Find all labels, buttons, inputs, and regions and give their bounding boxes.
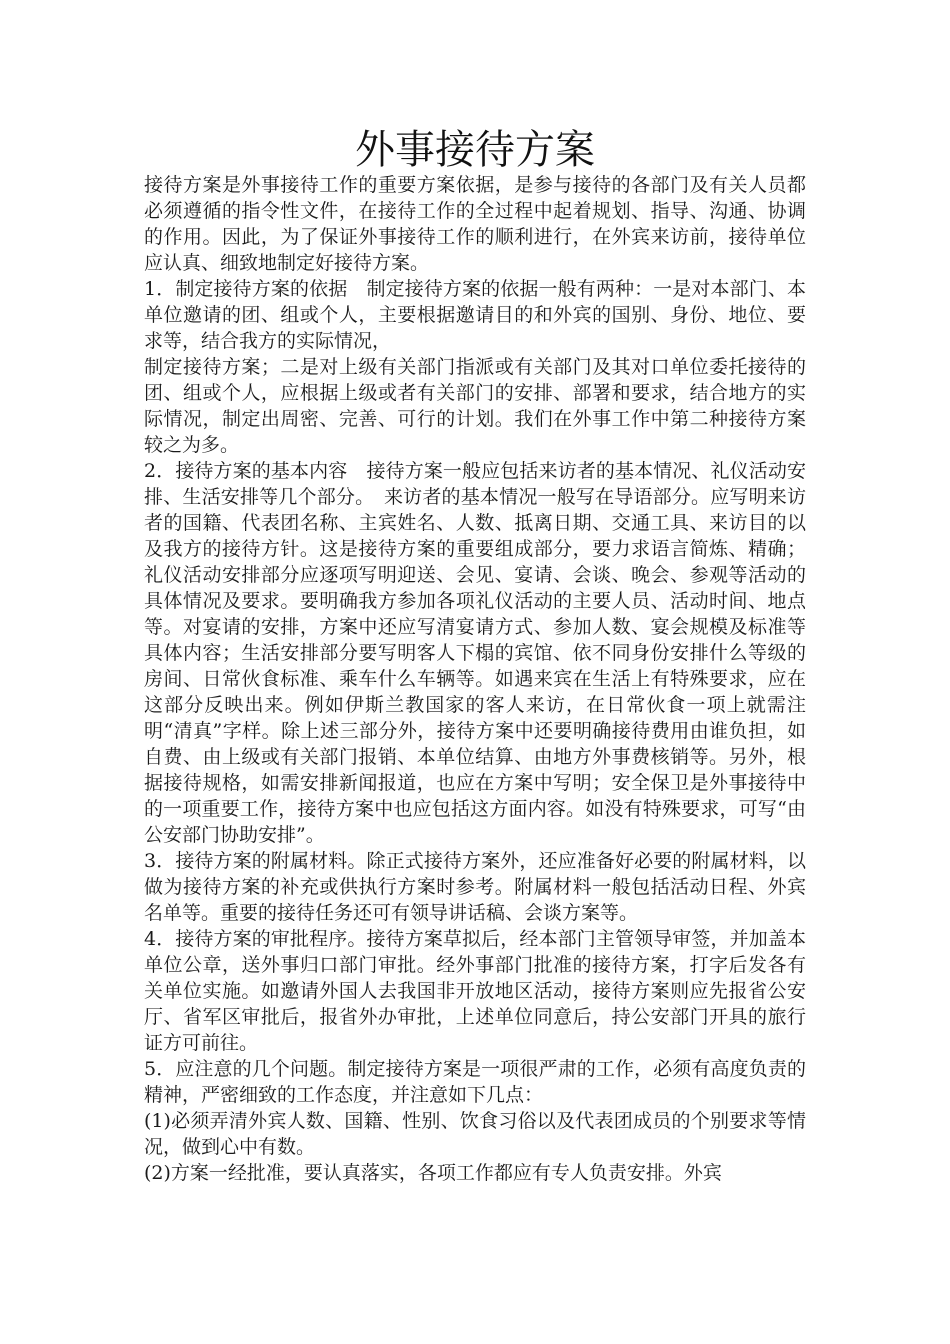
paragraph-section-3: 3．接待方案的附属材料。除正式接待方案外，还应准备好必要的附属材料，以做为接待方案的补充或供执行方案时参考。附属材料一般包括活动日程、外宾名单等。重要的接待任务还可有领导讲话稿、会谈方案等。 xyxy=(144,850,806,924)
paragraph-section-1-continued: 制定接待方案；二是对上级有关部门指派或有关部门及其对口单位委托接待的团、组或个人，应根据上级或者有关部门的安排、部署和要求，结合地方的实际情况，制定出周密、完善、可行的计划。我们在外事工作中第二种接待方案较之为多。 xyxy=(144,356,806,456)
paragraph-item-2: (2)方案一经批准，要认真落实，各项工作都应有专人负责安排。外宾 xyxy=(144,1162,722,1184)
document-body xyxy=(144,172,806,1186)
paragraph-intro: 接待方案是外事接待工作的重要方案依据，是参与接待的各部门及有关人员都必须遵循的指令性文件，在接待工作的全过程中起着规划、指导、沟通、协调的作用。因此，为了保证外事接待工作的顺利进行，在外宾来访前，接待单位应认真、细致地制定好接待方案。 xyxy=(144,174,806,274)
document-title: 外事接待方案 xyxy=(355,127,595,173)
paragraph-section-5: 5．应注意的几个问题。制定接待方案是一项很严肃的工作，必须有高度负责的精神，严密细致的工作态度，并注意如下几点： xyxy=(144,1058,806,1106)
paragraph-section-4: 4．接待方案的审批程序。接待方案草拟后，经本部门主管领导审签，并加盖本单位公章，送外事归口部门审批。经外事部门批准的接待方案，打字后发各有关单位实施。如邀请外国人去我国非开放地区活动，接待方案则应先报省公安厅、省军区审批后，报省外办审批，上述单位同意后，持公安部门开具的旅行证方可前往。 xyxy=(144,928,806,1054)
paragraph-section-2: 2．接待方案的基本内容 接待方案一般应包括来访者的基本情况、礼仪活动安排、生活安排等几个部分。 来访者的基本情况一般写在导语部分。应写明来访者的国籍、代表团名称、主宾姓名、人数、抵离日期、交通工具、来访目的以及我方的接待方针。这是接待方案的重要组成部分，要力求语言简炼、精确；礼仪活动安排部分应逐项写明迎送、会见、宴请、会谈、晚会、参观等活动的具体情况及要求。要明确我方参加各项礼仪活动的主要人员、活动时间、地点等。对宴请的安排，方案中还应写清宴请方式、参加人数、宴会规模及标准等具体内容；生活安排部分要写明客人下榻的宾馆、依不同身份安排什么等级的房间、日常伙食标准、乘车什么车辆等。如遇来宾在生活上有特殊要求，应在这部分反映出来。例如伊斯兰教国家的客人来访，在日常伙食一项上就需注明“清真”字样。除上述三部分外，接待方案中还要明确接待费用由谁负担，如自费、由上级或有关部门报销、本单位结算、由地方外事费核销等。另外，根据接待规格，如需安排新闻报道，也应在方案中写明；安全保卫是外事接待中的一项重要工作，接待方案中也应包括这方面内容。如没有特殊要求，可写“由公安部门协助安排”。 xyxy=(144,460,806,846)
paragraph-item-1: (1)必须弄清外宾人数、国籍、性别、饮食习俗以及代表团成员的个别要求等情况，做到心中有数。 xyxy=(144,1110,806,1158)
paragraph-section-1: 1．制定接待方案的依据 制定接待方案的依据一般有两种：一是对本部门、本单位邀请的团、组或个人，主要根据邀请目的和外宾的国别、身份、地位、要求等，结合我方的实际情况， xyxy=(144,278,806,352)
